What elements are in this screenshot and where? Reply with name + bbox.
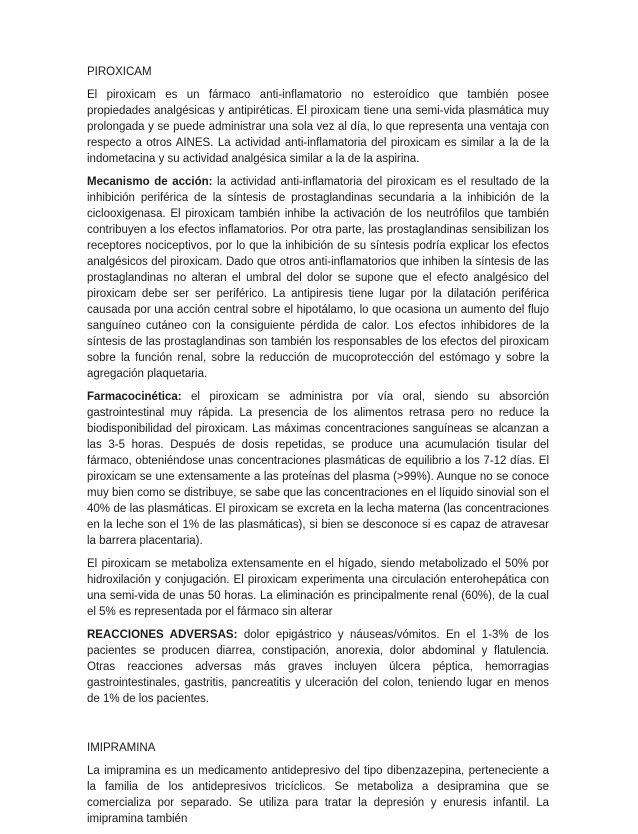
section-spacer [87,714,549,740]
imipramina-intro-paragraph: La imipramina es un medicamento antidepresivo del tipo dibenzazepina, perteneciente a la familia de los antidepresivos tricíclicos. Se metaboliza a desipramina que se comercializa por separado. Se utiliza para tratar la depresión y enuresis infantil. La imipramina también [87,765,549,825]
piroxicam-intro-paragraph: El piroxicam es un fármaco anti-inflamatorio no esteroídico que también posee propiedades analgésicas y antipiréticas. El piroxicam tiene una semi-vida plasmática muy prolongada y se puede administrar una sola vez al día, lo que representa una ventaja con respecto a otros AINES. La actividad anti-inflamatoria del piroxicam es similar a la de la indometacina y su actividad analgésica similar a la de la aspirina. [87,89,549,165]
adverse-reactions-text: dolor epigástrico y náuseas/vómitos. En el 1-3% de los pacientes se producen diarrea, constipación, anorexia, dolor abdominal y flatulencia. Otras reacciones adversas más graves incluyen úlcera péptica, hemorragias gastrointestinales, gastritis, pancreatitis y ulceración del colon, teniendo lugar en menos de 1% de los pacientes. [87,629,549,705]
pharmacokinetics-paragraph [87,389,549,549]
pharmacokinetics-text: el piroxicam se administra por vía oral, siendo su absorción gastrointestinal muy rápida. La presencia de los alimentos retrasa pero no reduce la biodisponibilidad del piroxicam. Las máximas concentraciones sanguíneas se alcanzan a las 3-5 horas. Después de dosis repetidas, se produce una acumulación tisular del fármaco, obteniéndose unas concentraciones plasmáticas de equilibrio a los 7-12 días. El piroxicam se une extensamente a las proteínas del plasma (>99%). Aunque no se conoce muy bien como se distribuye, se sabe que las concentraciones en el líquido sinovial son el 40% de las plasmáticas. El piroxicam se excreta en la lecha materna (las concentraciones en la leche son el 1% de las plasmáticas), si bien se desconoce si es capaz de atravesar la barrera placentaria). [87,391,549,547]
section-title-imipramina: IMIPRAMINA [87,742,156,754]
mechanism-paragraph [87,174,549,382]
mechanism-label: Mecanismo de acción: [87,176,213,188]
pharmacokinetics-label: Farmacocinética: [87,391,182,403]
document-page [87,64,549,834]
adverse-reactions-label: REACCIONES ADVERSAS: [87,629,238,641]
mechanism-text: la actividad anti-inflamatoria del piroxicam es el resultado de la inhibición periférica de la síntesis de prostaglandinas secundaria a la inhibición de la ciclooxigenasa. El piroxicam también inhibe la activación de los neutrófilos que también contribuyen a los efectos inflamatorios. Por otra parte, las prostaglandinas sensibilizan los receptores nociceptivos, por lo que la inhibición de su síntesis podría explicar los efectos analgésicos del piroxicam. Dado que otros anti-inflamatorios que inhiben la síntesis de las prostaglandinas no alteran el umbral del dolor se supone que el efecto analgésico del piroxicam debe ser ser periférico. La antipiresis tiene lugar por la dilatación periférica causada por una acción central sobre el hipotálamo, lo que ocasiona un aumento del flujo sanguíneo cutáneo con la consiguiente pérdida de calor. Los efectos inhibidores de la síntesis de las prostaglandinas son también los responsables de los efectos del piroxicam sobre la función renal, sobre la reducción de mucoprotección del estómago y sobre la agregación plaquetaria. [87,176,549,380]
section-title-piroxicam: PIROXICAM [87,66,152,78]
metabolism-paragraph: El piroxicam se metaboliza extensamente en el hígado, siendo metabolizado el 50% por hidroxilación y conjugación. El piroxicam experimenta una circulación enterohepática con una semi-vida de unas 50 horas. La eliminación es principalmente renal (60%), de la cual el 5% es representada por el fármaco sin alterar [87,558,549,618]
adverse-reactions-paragraph [87,627,549,707]
